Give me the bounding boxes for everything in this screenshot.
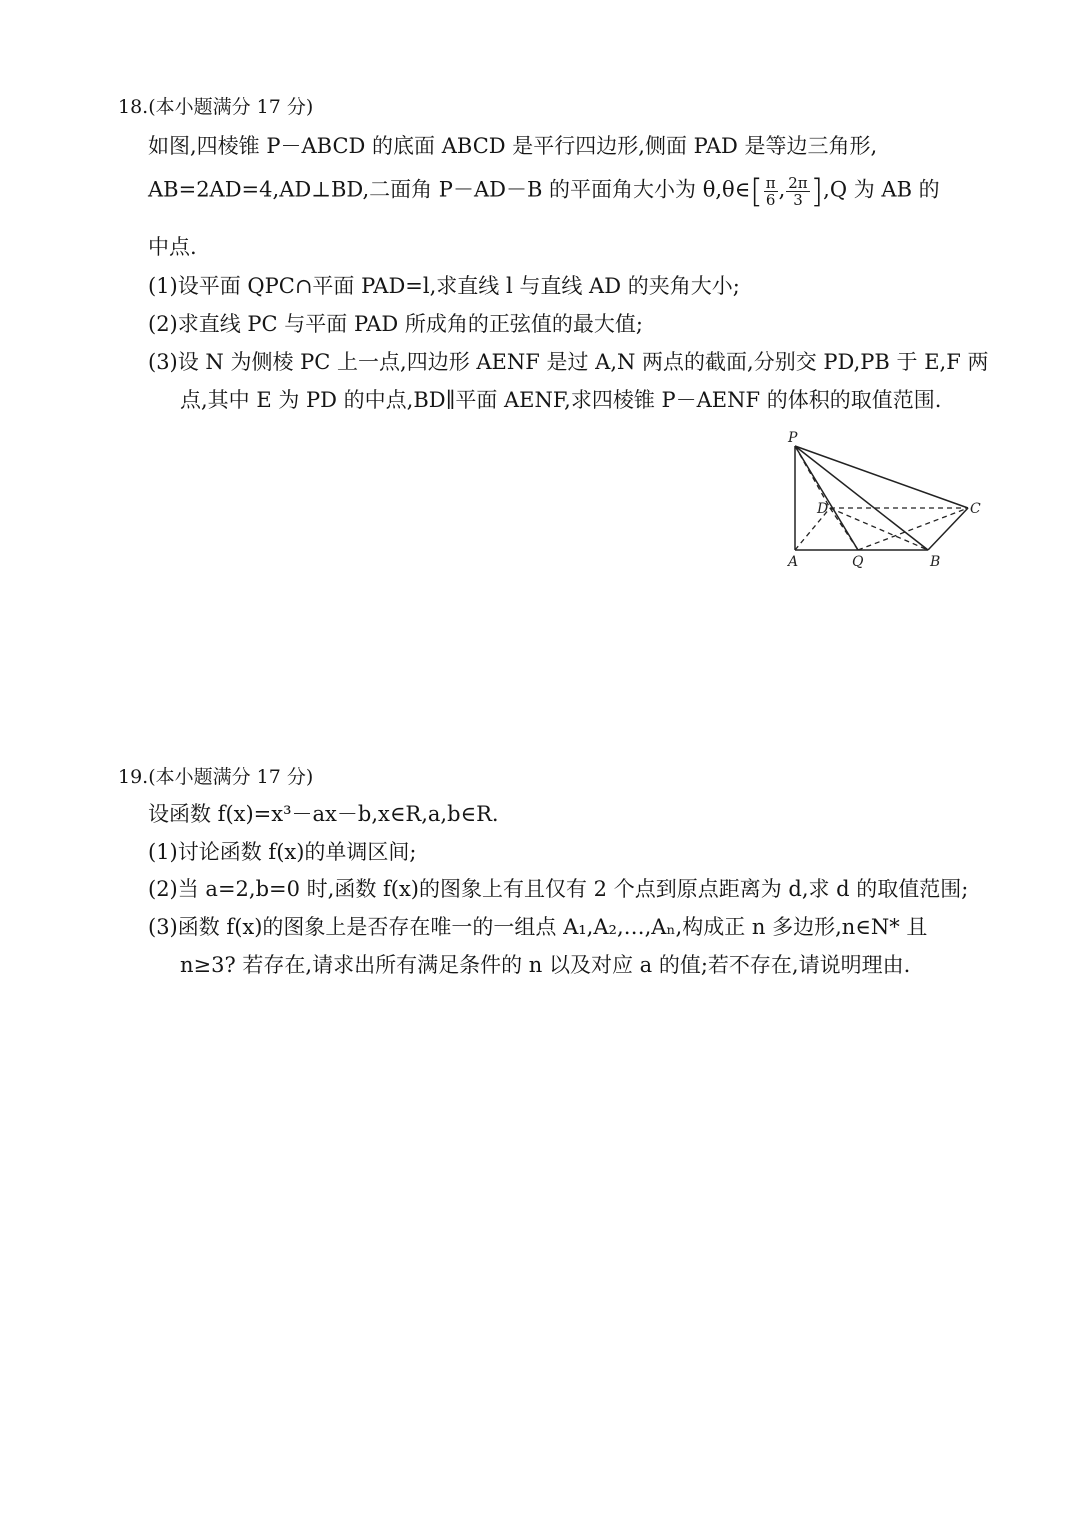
fraction-denominator: 3 (793, 190, 803, 209)
label-A: A (788, 554, 799, 570)
problem-18-part-2: (2)求直线 PC 与平面 PAD 所成角的正弦值的最大值; (148, 312, 643, 336)
problem-18-line-2: AB=2AD=4,AD⊥BD,二面角 P－AD－B 的平面角大小为 θ,θ∈[ $\frac{\pi}{6}$ , $\frac{2\pi}{3}$ ],Q 为 AB 的 (148, 172, 940, 210)
label-C: C (970, 501, 981, 517)
pyramid-figure (780, 428, 990, 578)
edge-PB (795, 446, 928, 550)
problem-18-header: 18.(本小题满分 17 分) (118, 96, 314, 118)
fraction-pi-6 (764, 175, 778, 208)
problem-18-line-1: 如图,四棱锥 P－ABCD 的底面 ABCD 是平行四边形,侧面 PAD 是等边三角形, (148, 134, 878, 158)
right-bracket: ] (810, 172, 824, 210)
label-D: D (817, 501, 829, 517)
edge-PC (795, 446, 968, 508)
problem-19-part-2: (2)当 a=2,b=0 时,函数 f(x)的图象上有且仅有 2 个点到原点距离为 d,求 d 的取值范围; (148, 877, 969, 901)
fraction-numerator: π (765, 173, 776, 192)
problem-19-line-1: 设函数 f(x)=x³－ax－b,x∈R,a,b∈R. (148, 802, 499, 826)
label-B: B (930, 554, 941, 570)
problem-19-header: 19.(本小题满分 17 分) (118, 766, 314, 788)
problem-19-part-1: (1)讨论函数 f(x)的单调区间; (148, 840, 417, 864)
fraction-2pi-3 (786, 175, 809, 208)
fraction-numerator: 2π (788, 173, 808, 192)
problem-18-line-3: 中点. (148, 235, 197, 259)
problem-19-part-3-line-1: (3)函数 f(x)的图象上是否存在唯一的一组点 A₁,A₂,…,Aₙ,构成正 n 多边形,n∈N* 且 (148, 915, 928, 939)
problem-18-part-1: (1)设平面 QPC∩平面 PAD=l,求直线 l 与直线 AD 的夹角大小; (148, 274, 740, 298)
edge-PD (795, 446, 830, 508)
label-P: P (788, 430, 798, 446)
problem-18-part-3-line-1: (3)设 N 为侧棱 PC 上一点,四边形 AENF 是过 A,N 两点的截面,分别交 PD,PB 于 E,F 两 (148, 350, 989, 374)
label-Q: Q (852, 554, 864, 570)
problem-18-part-3-line-2: 点,其中 E 为 PD 的中点,BD∥平面 AENF,求四棱锥 P－AENF 的体积的取值范围. (180, 388, 942, 412)
problem-19-part-3-line-2: n≥3? 若存在,请求出所有满足条件的 n 以及对应 a 的值;若不存在,请说明理由. (180, 953, 911, 977)
left-bracket: [ (750, 172, 763, 210)
problem-18-line-2-tail: ,Q 为 AB 的 (823, 177, 940, 202)
problem-18-line-2-text: AB=2AD=4,AD⊥BD,二面角 P－AD－B 的平面角大小为 θ,θ∈ (148, 177, 751, 202)
fraction-denominator: 6 (765, 190, 776, 209)
edge-BC (928, 508, 968, 550)
